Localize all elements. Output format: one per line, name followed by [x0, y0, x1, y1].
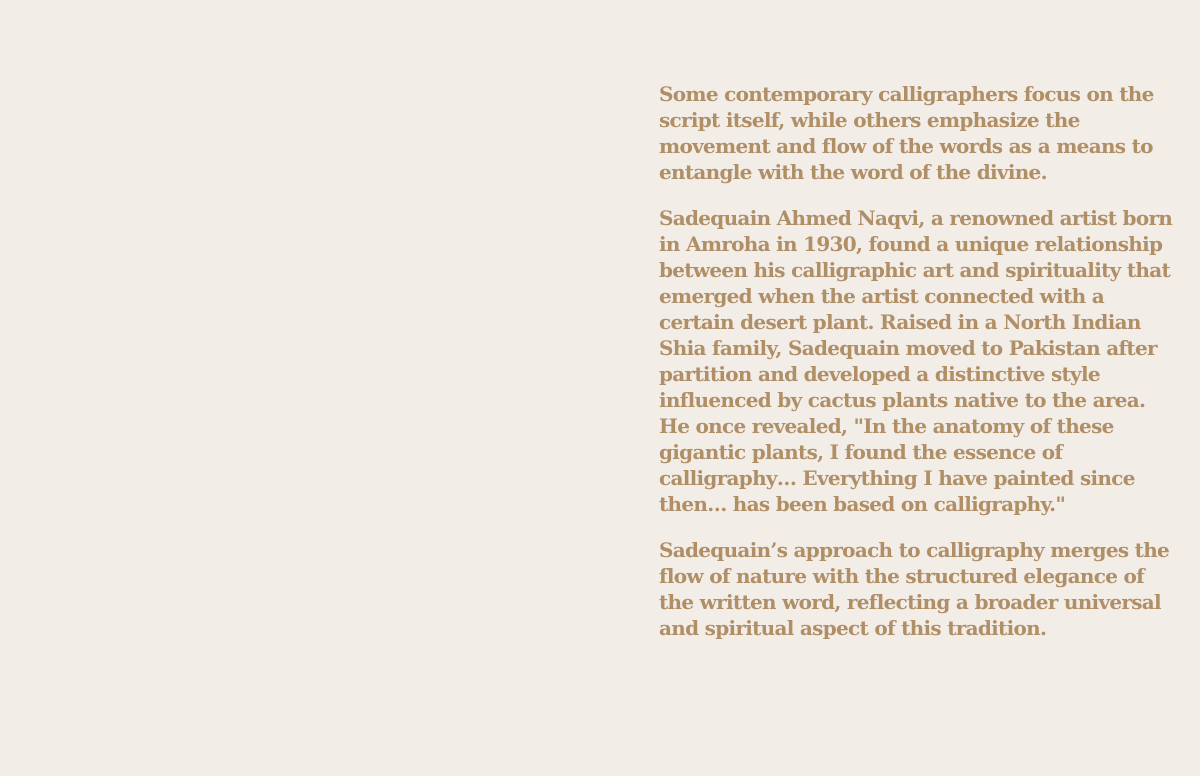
paragraph-sadequain-approach: Sadequain’s approach to calligraphy merges the flow of nature with the structured elegance of the written word, reflecting a broader universal and spiritual aspect of this tradition.: [659, 538, 1170, 640]
paragraph-sadequain-biography: Sadequain Ahmed Naqvi, a renowned artist born in Amroha in 1930, found a unique relationship between his calligraphic art and spirituality that emerged when the artist connected with a certain desert plant. Raised in a North Indian Shia family, Sadequain moved to Pakistan after partition and developed a distinctive style influenced by cactus plants native to the area. He once revealed, "In the anatomy of these gigantic plants, I found the essence of calligraphy… Everything I have painted since then… has been based on calligraphy.": [659, 206, 1173, 516]
article-text-column: [659, 81, 1179, 661]
paragraph-contemporary-calligraphers: Some contemporary calligraphers focus on the script itself, while others emphasize the movement and flow of the words as a means to entangle with the word of the divine.: [659, 82, 1154, 184]
